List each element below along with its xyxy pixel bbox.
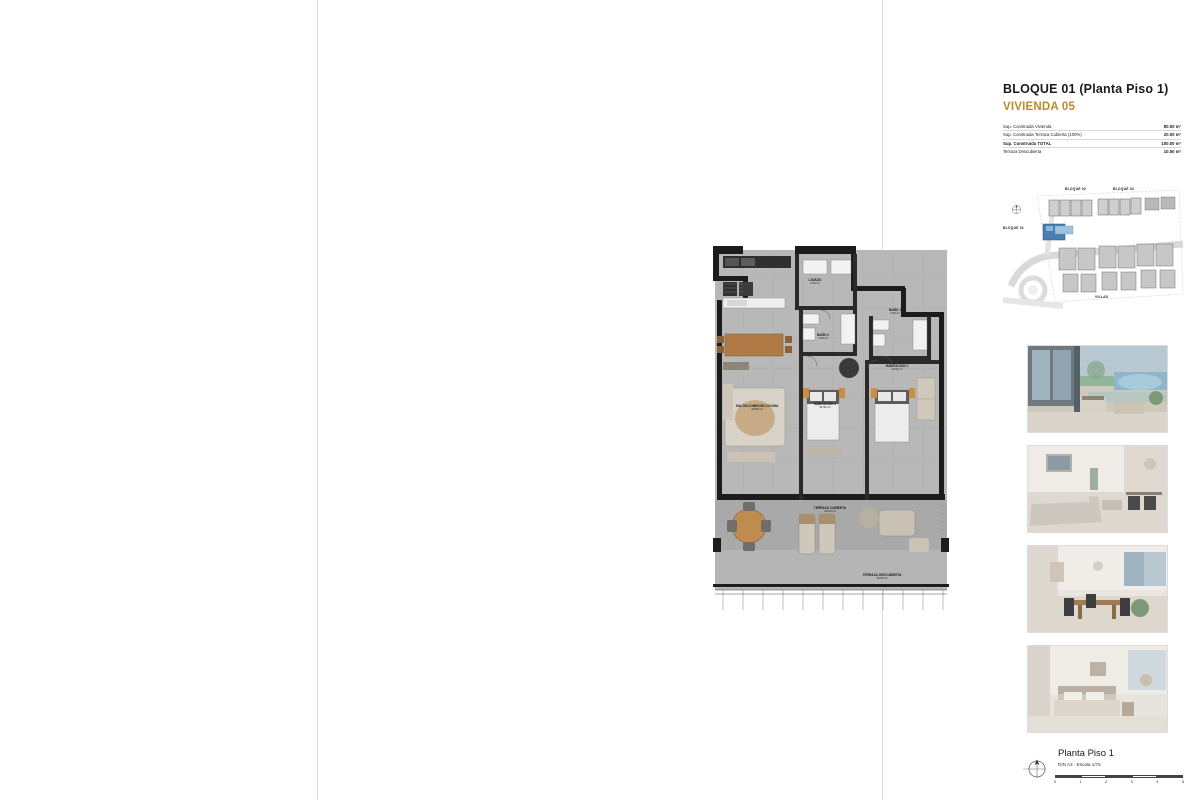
room-area: 20.00 m² bbox=[824, 509, 836, 513]
area-label: Sup. Construida Terraza Cubierta (100%) bbox=[1003, 132, 1082, 138]
room-tag-habitacion-1 bbox=[869, 364, 925, 372]
area-label: Sup. Construida TOTAL bbox=[1003, 140, 1052, 146]
area-schedule bbox=[1003, 123, 1181, 156]
scale-bar bbox=[1055, 775, 1185, 787]
scale-tick-label: 2 bbox=[1105, 779, 1108, 784]
area-row bbox=[1003, 148, 1181, 155]
scale-segment bbox=[1081, 775, 1107, 778]
siteplan-label-bloque-02: BLOQUE 02 bbox=[1065, 187, 1087, 191]
site-plan-drawing bbox=[1003, 182, 1188, 310]
room-tag-salon-comedor-cocina bbox=[713, 404, 801, 412]
area-label: Terraza Descubierta bbox=[1003, 149, 1042, 155]
room-area: 30.80 m² bbox=[751, 407, 763, 411]
siteplan-label-bloque-03: BLOQUE 03 bbox=[1113, 187, 1135, 191]
room-name: TERRAZA CUBIERTA bbox=[813, 506, 847, 510]
room-area: 11.50 m² bbox=[819, 405, 831, 409]
room-name: BAÑO 2 bbox=[816, 333, 830, 337]
area-value: 20.00 m² bbox=[1163, 132, 1181, 138]
area-value: 80.00 m² bbox=[1163, 123, 1181, 129]
room-area: 4.10 m² bbox=[818, 336, 828, 340]
siteplan-label-villas: VILLAS bbox=[1095, 295, 1109, 299]
room-name: HABITACIÓN 2 bbox=[813, 402, 837, 406]
room-area: 2.20 m² bbox=[810, 281, 820, 285]
room-name: LAVADO bbox=[808, 278, 822, 282]
room-tag-terraza-cubierta bbox=[799, 506, 861, 514]
room-name: HABITACIÓN 1 bbox=[885, 364, 909, 368]
north-arrow-icon bbox=[1011, 204, 1022, 215]
room-name: BAÑO 1 bbox=[888, 308, 902, 312]
scale-segment bbox=[1132, 775, 1158, 778]
unit-title: VIVIENDA 05 bbox=[1003, 101, 1076, 113]
room-name: SALÓN-COMEDOR-COCINA bbox=[735, 404, 779, 408]
room-tag-lavado bbox=[795, 278, 835, 286]
siteplan-label-bloque-01: BLOQUE 01 bbox=[1003, 226, 1025, 230]
room-area: 14.90 m² bbox=[891, 367, 903, 371]
room-tag-bano-1 bbox=[875, 308, 915, 316]
scale-tick-label: 5 bbox=[1181, 779, 1185, 784]
exterior-terrace-render bbox=[1027, 345, 1168, 433]
room-area: 10.50 m² bbox=[876, 576, 888, 580]
page-title: BLOQUE 01 (Planta Piso 1) bbox=[1003, 82, 1169, 96]
title-block bbox=[1003, 82, 1188, 156]
area-label: Sup. Construida Vivienda bbox=[1003, 123, 1052, 129]
area-row bbox=[1003, 123, 1181, 131]
scale-tick-label: 0 bbox=[1053, 779, 1057, 784]
site-key-plan bbox=[1003, 182, 1188, 310]
dining-room-render bbox=[1027, 545, 1168, 633]
area-value: 100.00 m² bbox=[1161, 140, 1181, 146]
scale-tick-label: 1 bbox=[1079, 779, 1082, 784]
floor-plan-drawing bbox=[703, 238, 963, 633]
scale-segment bbox=[1157, 775, 1183, 778]
living-room-render bbox=[1027, 445, 1168, 533]
scale-tick-label: 3 bbox=[1130, 779, 1133, 784]
scale-tick-label: 4 bbox=[1156, 779, 1159, 784]
area-value: 10.50 m² bbox=[1163, 149, 1181, 155]
room-area: 4.40 m² bbox=[890, 311, 900, 315]
caption-subtitle: DIN A3 - Escala 1/75 bbox=[1058, 762, 1101, 767]
area-row bbox=[1003, 131, 1181, 139]
area-row-total bbox=[1003, 140, 1181, 148]
bedroom-render bbox=[1027, 645, 1168, 733]
room-tag-terraza-descubierta bbox=[843, 573, 921, 581]
caption-title: Planta Piso 1 bbox=[1058, 748, 1114, 759]
scale-segment bbox=[1055, 775, 1081, 778]
room-tag-habitacion-2 bbox=[803, 402, 847, 410]
compass-icon bbox=[1023, 756, 1049, 782]
sheet-caption bbox=[1058, 748, 1198, 767]
room-tag-bano-2 bbox=[803, 333, 843, 341]
room-name: TERRAZA DESCUBIERTA bbox=[862, 573, 902, 577]
floor-plan bbox=[703, 238, 963, 633]
scale-segment bbox=[1106, 775, 1132, 778]
drawing-sheet bbox=[317, 0, 1185, 800]
